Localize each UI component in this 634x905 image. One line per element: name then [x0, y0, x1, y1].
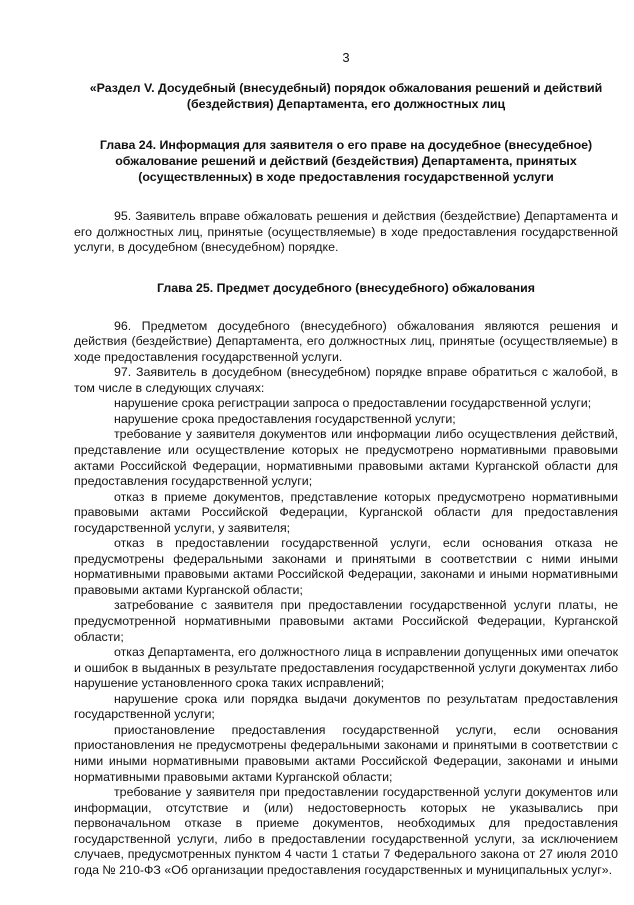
list-item: отказ в приеме документов, представление которых предусмотрено нормативными правовыми актами Российской Федерации, Курганской области для предоставления государственной услуги, у заявителя; — [74, 489, 618, 535]
chapter-24-title: Глава 24. Информация для заявителя о его праве на досудебное (внесудебное) обжалование решений и действий (бездействия) Департамента, принятых (осуществленных) в ходе предоставления государственной услуги — [99, 138, 593, 184]
paragraph-96: 96. Предметом досудебного (внесудебного) обжалования являются решения и действия (бездействие) Департамента, его должностных лиц, принятые (осуществляемые) в ходе предоставления государственной услуги. — [74, 318, 618, 364]
section-title: «Раздел V. Досудебный (внесудебный) порядок обжалования решений и действий (бездействия) Департамента, его должностных лиц — [89, 81, 603, 111]
page-number: 3 — [342, 50, 350, 65]
list-item: нарушение срока регистрации запроса о предоставлении государственной услуги; — [114, 396, 592, 411]
list-item: нарушение срока предоставления государственной услуги; — [114, 411, 456, 426]
list-item: затребование с заявителя при предоставлении государственной услуги платы, не предусмотренной нормативными правовыми актами Российской Федерации, Курганской области; — [74, 598, 618, 644]
chapter-24-body — [74, 209, 618, 256]
chapter-25-title: Глава 25. Предмет досудебного (внесудебного) обжалования — [156, 280, 535, 295]
list-item: требование у заявителя документов или информации либо осуществления действий, представление или осуществление которых не предусмотрено нормативными правовыми актами Российской Федерации, нормативными правовыми актами Курганской области для предоставления государственной услуги; — [74, 427, 618, 489]
list-item: отказ Департамента, его должностного лица в исправлении допущенных ими опечаток и ошибок в выданных в результате предоставления государственной услуги документах либо нарушение установленного срока таких исправлений; — [74, 645, 618, 691]
list-item: приостановление предоставления государственной услуги, если основания приостановления не предусмотрены федеральными законами и принятыми в соответствии с ними иными нормативными правовыми актами Российской Федерации, законами и иными нормативными правовыми актами Курганской области; — [74, 722, 618, 784]
chapter-25-body — [74, 319, 618, 879]
document-page — [74, 50, 618, 878]
paragraph-95: 95. Заявитель вправе обжаловать решения и действия (бездействие) Департамента и его должностных лиц, принятые (осуществляемые) в ходе предоставления государственной услуги, в досудебном (внесудебном) порядке. — [74, 209, 618, 255]
list-item: отказ в предоставлении государственной услуги, если основания отказа не предусмотрены федеральными законами и принятыми в соответствии с ними иными нормативными правовыми актами Российской Федерации, законами и иными нормативными правовыми актами Курганской области; — [74, 536, 618, 597]
list-item: нарушение срока или порядка выдачи документов по результатам предоставления государственной услуги; — [74, 691, 618, 722]
list-item: требование у заявителя при предоставлении государственной услуги документов или информации, отсутствие и (или) недостоверность которых не указывались при первоначальном отказе в приеме документов, необходимых для предоставления государственной услуги, либо в предоставлении государственной услуги, за исключением случаев, предусмотренных пунктом 4 части 1 статьи 7 Федерального закона от 27 июля 2010 года № 210-ФЗ «Об организации предоставления государственных и муниципальных услуг». — [74, 785, 618, 877]
paragraph-97: 97. Заявитель в досудебном (внесудебном) порядке вправе обратиться с жалобой, в том числе в следующих случаях: — [74, 365, 618, 395]
